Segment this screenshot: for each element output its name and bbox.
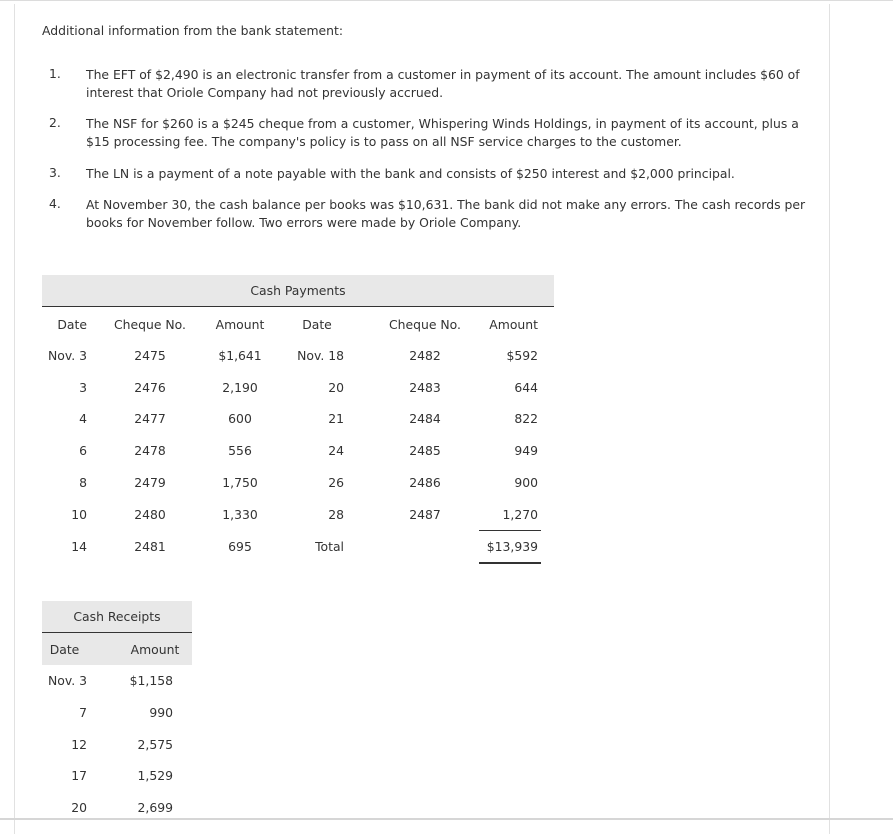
payment-amount: 2,190 xyxy=(222,380,258,395)
payment-cheque-no: 2481 xyxy=(134,539,166,554)
payment-cheque-no: 2477 xyxy=(134,411,166,426)
total-label: Total xyxy=(315,539,344,554)
receipt-amount: 2,699 xyxy=(137,800,173,815)
item-text: The EFT of $2,490 is an electronic transfer from a customer in payment of its account. The amount includes $60 of interest that Oriole Company had not previously accrued. xyxy=(86,67,800,100)
payment-amount: 695 xyxy=(228,539,252,554)
column-header-cheque-no: Cheque No. xyxy=(114,317,186,332)
payment-cheque-no: 2479 xyxy=(134,475,166,490)
item-number: 2. xyxy=(49,115,61,130)
payment-cheque-no: 2487 xyxy=(409,507,441,522)
payment-cheque-no: 2483 xyxy=(409,380,441,395)
receipt-date: 12 xyxy=(71,737,87,752)
payment-date: Nov. 3 xyxy=(48,348,87,363)
payment-date: 10 xyxy=(71,507,87,522)
receipt-date: 7 xyxy=(79,705,87,720)
payment-date: 14 xyxy=(71,539,87,554)
payment-date: 21 xyxy=(328,411,344,426)
column-header-amount: Amount xyxy=(130,642,180,657)
payment-cheque-no: 2478 xyxy=(134,443,166,458)
total-rule xyxy=(479,530,541,531)
payment-amount: 1,270 xyxy=(502,507,538,522)
payment-amount: $1,641 xyxy=(218,348,262,363)
payment-date: 26 xyxy=(328,475,344,490)
payment-cheque-no: 2486 xyxy=(409,475,441,490)
payment-cheque-no: 2485 xyxy=(409,443,441,458)
payment-cheque-no: 2480 xyxy=(134,507,166,522)
payment-date: 28 xyxy=(328,507,344,522)
receipt-amount: $1,158 xyxy=(129,673,173,688)
payment-amount: $592 xyxy=(506,348,538,363)
payment-date: 3 xyxy=(79,380,87,395)
payment-date: Nov. 18 xyxy=(297,348,344,363)
item-number: 3. xyxy=(49,165,61,180)
payment-amount: 1,330 xyxy=(222,507,258,522)
payment-date: 6 xyxy=(79,443,87,458)
cash-payments-title: Cash Payments xyxy=(42,275,554,307)
item-number: 4. xyxy=(49,196,61,211)
receipt-amount: 1,529 xyxy=(137,768,173,783)
payment-date: 20 xyxy=(328,380,344,395)
payment-date: 8 xyxy=(79,475,87,490)
payment-amount: 949 xyxy=(514,443,538,458)
column-header-amount-2: Amount xyxy=(489,317,538,332)
column-header-date: Date xyxy=(49,642,80,657)
item-number: 1. xyxy=(49,66,61,81)
payment-cheque-no: 2482 xyxy=(409,348,441,363)
column-header-amount: Amount xyxy=(215,317,265,332)
payment-amount: 900 xyxy=(514,475,538,490)
payment-amount: 600 xyxy=(228,411,252,426)
payment-cheque-no: 2475 xyxy=(134,348,166,363)
item-text: At November 30, the cash balance per books was $10,631. The bank did not make any errors. The cash records per books for November follow. Two errors were made by Oriole Company. xyxy=(86,197,806,230)
payment-amount: 1,750 xyxy=(222,475,258,490)
column-header-date-2: Date xyxy=(302,317,332,332)
receipt-amount: 990 xyxy=(149,705,173,720)
receipt-amount: 2,575 xyxy=(137,737,173,752)
payment-amount: 644 xyxy=(514,380,538,395)
top-border xyxy=(0,0,893,1)
column-header-date: Date xyxy=(57,317,87,332)
payment-cheque-no: 2476 xyxy=(134,380,166,395)
payment-amount: 556 xyxy=(228,443,252,458)
item-text: The NSF for $260 is a $245 cheque from a customer, Whispering Winds Holdings, in payment of its account, plus a $15 processing fee. The company's policy is to pass on all NSF service charges to the customer. xyxy=(86,116,799,149)
payment-amount: 822 xyxy=(514,411,538,426)
payment-date: 24 xyxy=(328,443,344,458)
payment-date: 4 xyxy=(79,411,87,426)
payment-cheque-no: 2484 xyxy=(409,411,441,426)
cash-receipts-title: Cash Receipts xyxy=(42,601,192,633)
intro-text: Additional information from the bank statement: xyxy=(42,23,344,38)
receipt-date: 20 xyxy=(71,800,87,815)
column-header-cheque-no-2: Cheque No. xyxy=(389,317,461,332)
total-double-rule xyxy=(479,562,541,564)
item-text: The LN is a payment of a note payable with the bank and consists of $250 interest and $2,000 principal. xyxy=(86,166,735,181)
receipt-date: Nov. 3 xyxy=(48,673,87,688)
total-amount: $13,939 xyxy=(486,539,538,554)
receipt-date: 17 xyxy=(71,768,87,783)
